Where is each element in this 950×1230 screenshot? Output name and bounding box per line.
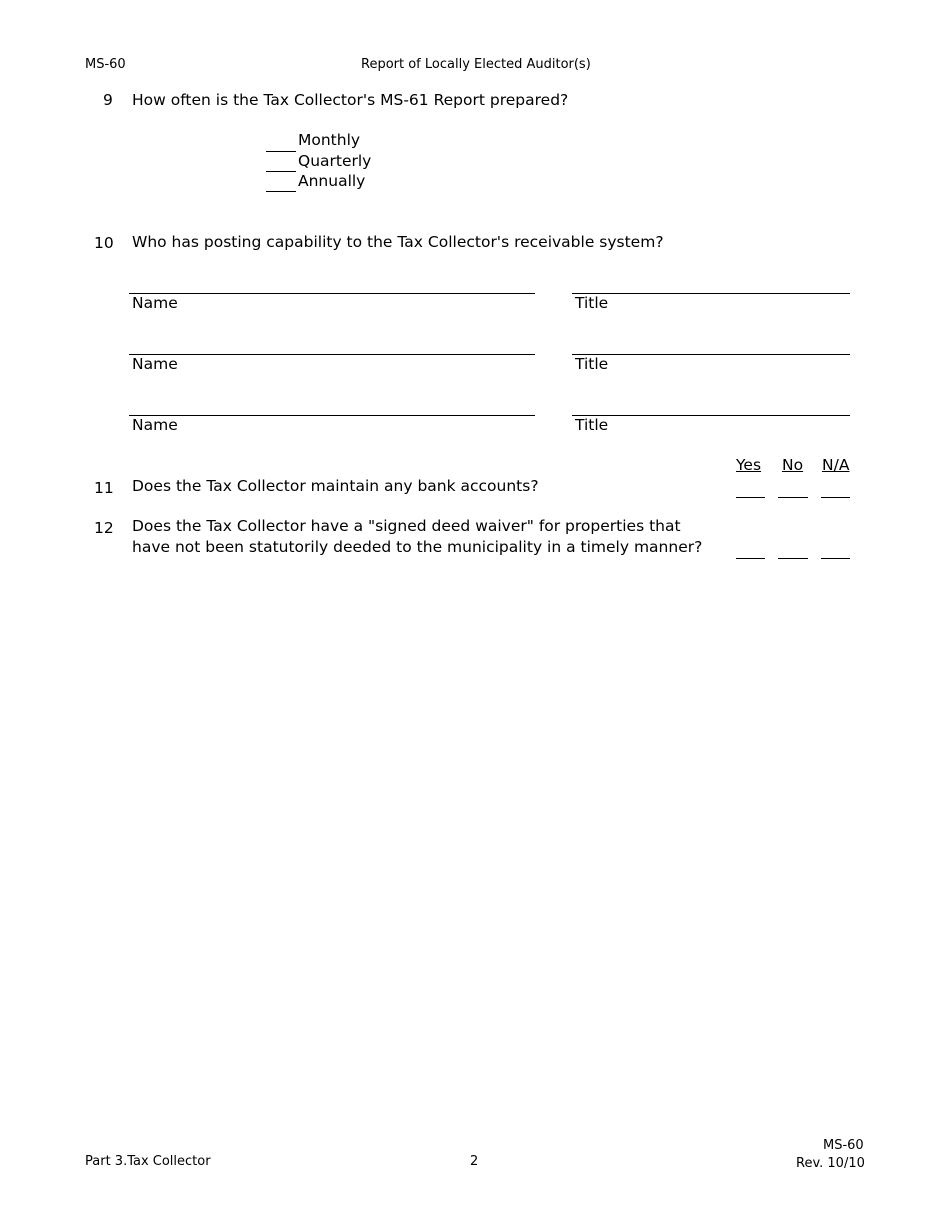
header-title: Report of Locally Elected Auditor(s) — [361, 57, 591, 72]
q9-number: 9 — [103, 91, 113, 109]
q12-na-blank[interactable] — [821, 558, 850, 559]
title-label-2: Title — [575, 355, 609, 373]
footer-section: Part 3.Tax Collector — [85, 1154, 211, 1169]
title-label-3: Title — [575, 416, 609, 434]
footer-form-id: MS-60 — [823, 1138, 864, 1153]
name-line-1[interactable] — [129, 293, 535, 294]
name-line-3[interactable] — [129, 415, 535, 416]
q9-monthly-blank[interactable] — [266, 151, 296, 152]
na-header: N/A — [822, 456, 850, 474]
no-header: No — [782, 456, 804, 474]
q9-option-monthly: Monthly — [298, 131, 361, 149]
title-line-1[interactable] — [572, 293, 850, 294]
name-label-1: Name — [132, 294, 178, 312]
q9-annually-blank[interactable] — [266, 191, 296, 192]
q12-question-line1: Does the Tax Collector have a "signed deed waiver" for properties that — [132, 517, 681, 535]
q11-no-blank[interactable] — [778, 497, 808, 498]
title-line-3[interactable] — [572, 415, 850, 416]
q11-number: 11 — [94, 479, 114, 497]
name-label-3: Name — [132, 416, 178, 434]
q12-yes-blank[interactable] — [736, 558, 765, 559]
q9-option-annually: Annually — [298, 172, 366, 190]
q12-no-blank[interactable] — [778, 558, 808, 559]
name-line-2[interactable] — [129, 354, 535, 355]
q11-na-blank[interactable] — [821, 497, 850, 498]
q12-question-line2: have not been statutorily deeded to the municipality in a timely manner? — [132, 538, 703, 556]
q11-yes-blank[interactable] — [736, 497, 765, 498]
title-label-1: Title — [575, 294, 609, 312]
q12-number: 12 — [94, 519, 114, 537]
q10-question: Who has posting capability to the Tax Collector's receivable system? — [132, 233, 664, 251]
title-line-2[interactable] — [572, 354, 850, 355]
footer-revision: Rev. 10/10 — [796, 1156, 865, 1171]
name-label-2: Name — [132, 355, 178, 373]
q9-quarterly-blank[interactable] — [266, 171, 296, 172]
footer-page-number: 2 — [470, 1154, 479, 1169]
q10-number: 10 — [94, 234, 114, 252]
q9-option-quarterly: Quarterly — [298, 152, 372, 170]
header-form-id: MS-60 — [85, 57, 126, 72]
yes-header: Yes — [736, 456, 762, 474]
q11-question: Does the Tax Collector maintain any bank accounts? — [132, 477, 539, 495]
q9-question: How often is the Tax Collector's MS-61 Report prepared? — [132, 91, 569, 109]
